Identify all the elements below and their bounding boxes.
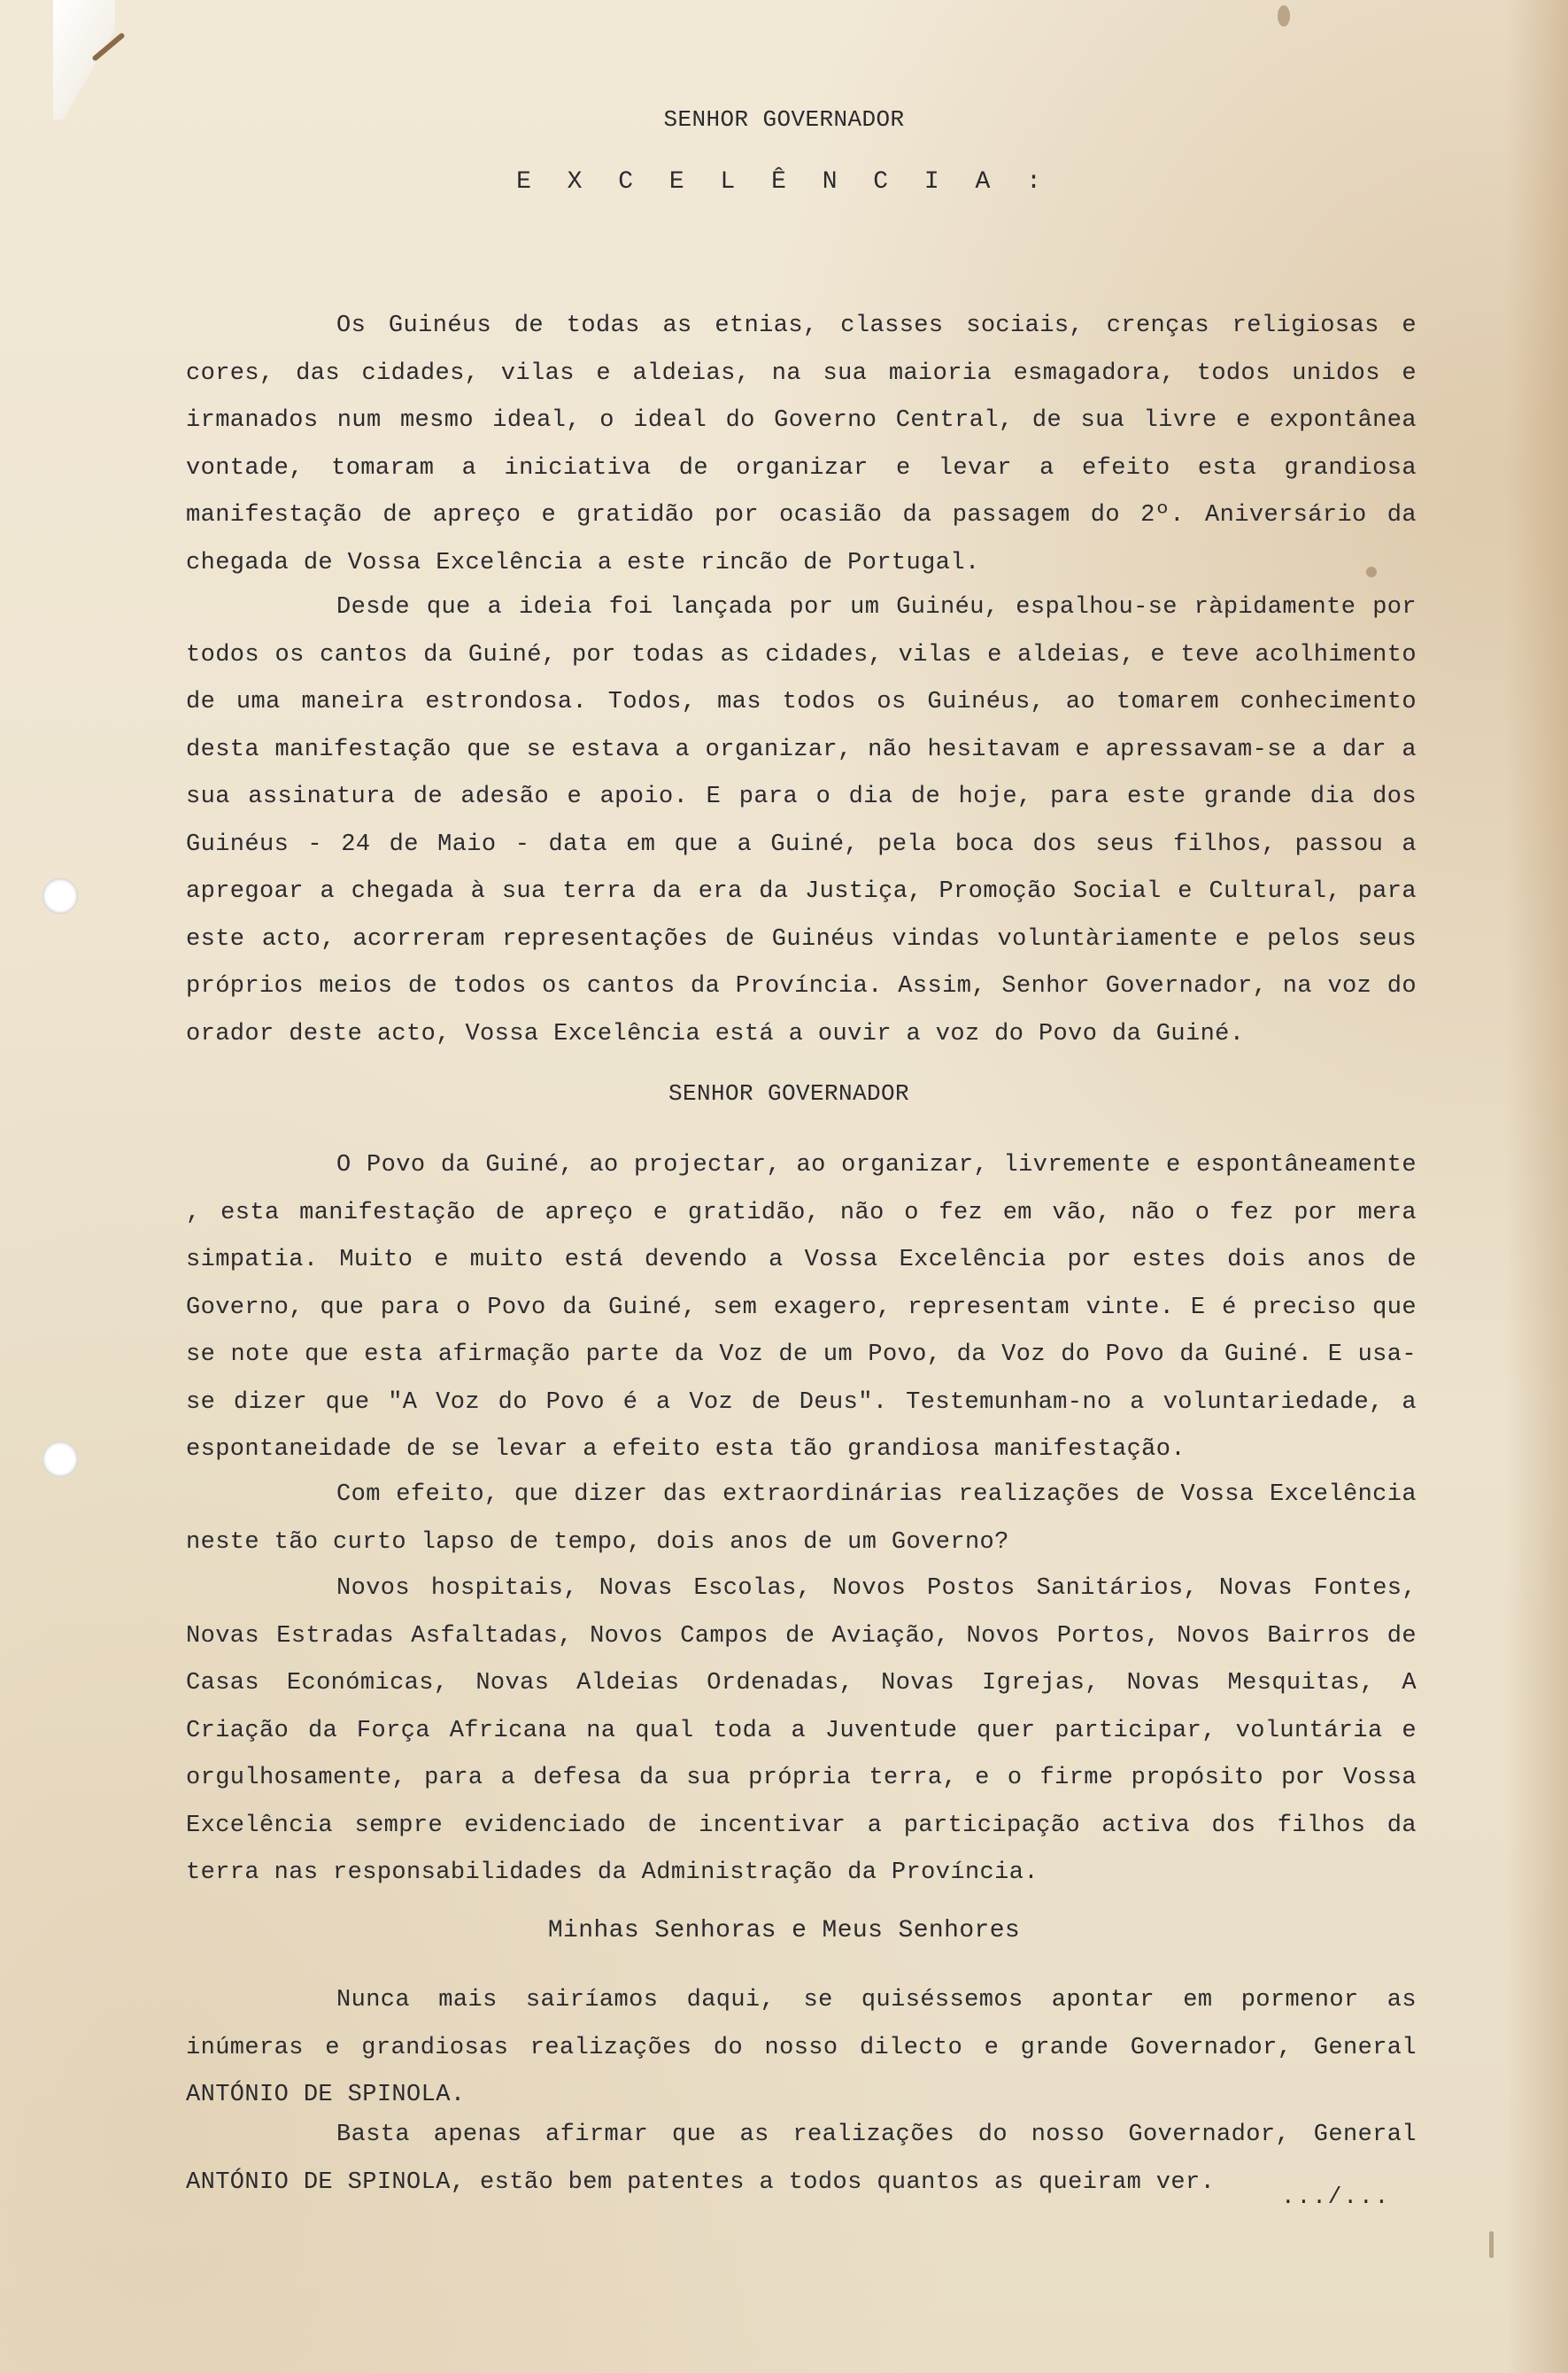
stain-spot xyxy=(1278,5,1290,27)
heading-minhas-senhoras: Minhas Senhoras e Meus Senhores xyxy=(547,1917,1021,1944)
paragraph-idea: Desde que a ideia foi lançada por um Guinéu, espalhou-se ràpidamente por todos os cantos da Guiné, por todas as cidades, vilas e aldeias, e teve acolhimento de uma maneira estrondosa. Todos, mas todos os Guinéus, ao tomarem conhecimento desta manifestação que se estava a organizar, não hesitavam e apressavam-se a dar a sua assinatura de adesão e apoio. E para o dia de hoje, para este grande dia dos Guinéus - 24 de Maio - data em que a Guiné, pela boca dos seus filhos, passou a apregoar a chegada à sua terra da era da Justiça, Promoção Social e Cultural, para este acto, acorreram representações de Guinéus vindas voluntàriamente e pelos seus próprios meios de todos os cantos da Província. Assim, Senhor Governador, na voz do orador deste acto, Vossa Excelência está a ouvir a voz do Povo da Guiné. xyxy=(186,594,1417,1047)
paragraph-povo: O Povo da Guiné, ao projectar, ao organizar, livremente e espontâneamente , esta manifestação de apreço e gratidão, não o fez em vão, não o fez por mera simpatia. Muito e muito está devendo a Vossa Excelência por estes dois anos de Governo, que para o Povo da Guiné, sem exagero, representam vinte. E é preciso que se note que esta afirmação parte da Voz de um Povo, da Voz do Povo da Guiné. E usa-se dizer que "A Voz do Povo é a Voz de Deus". Testemunham-no a voluntariedade, a espontaneidade de se levar a efeito esta tão grandiosa manifestação. xyxy=(186,1152,1417,1463)
paragraph-realizacoes: Novos hospitais, Novas Escolas, Novos Postos Sanitários, Novas Fontes, Novas Estradas Asfaltadas, Novos Campos de Aviação, Novos Portos, Novos Bairros de Casas Económicas, Novas Aldeias Ordenadas, Novas Igrejas, Novas Mesquitas, A Criação da Força Africana na qual toda a Juventude quer participar, voluntária e orgulhosamente, para a defesa da sua própria terra, e o firme propósito por Vossa Excelência sempre evidenciado de incentivar a participação activa dos filhos da terra nas responsabilidades da Administração da Província. xyxy=(186,1575,1417,1886)
heading-senhor-governador: SENHOR GOVERNADOR xyxy=(663,106,905,133)
paragraph-nunca-mais: Nunca mais sairíamos daqui, se quiséssemos apontar em pormenor as inúmeras e grandiosas realizações do nosso dilecto e grande Governador, General ANTÓNIO DE SPINOLA. xyxy=(186,1987,1417,2108)
paragraph-intro: Os Guinéus de todas as etnias, classes sociais, crenças religiosas e cores, das cidades, vilas e aldeias, na sua maioria esmagadora, todos unidos e irmanados num mesmo ideal, o ideal do Governo Central, de sua livre e expontânea vontade, tomaram a iniciativa de organizar e levar a efeito esta grandiosa manifestação de apreço e gratidão por ocasião da passagem do 2º. Aniversário da chegada de Vossa Excelência a este rincão de Portugal. xyxy=(186,313,1417,576)
heading-senhor-governador-2: SENHOR GOVERNADOR xyxy=(668,1080,910,1107)
paragraph-basta: Basta apenas afirmar que as realizações do nosso Governador, General ANTÓNIO DE SPINOLA, estão bem patentes a todos quantos as queiram ver. xyxy=(186,2122,1417,2196)
heading-excelencia: E X C E L Ê N C I A : xyxy=(516,168,1052,196)
stain-spot xyxy=(1489,2231,1494,2258)
paragraph-efeito: Com efeito, que dizer das extraordinárias realizações de Vossa Excelência neste tão curto lapso de tempo, dois anos de um Governo? xyxy=(186,1481,1417,1556)
punch-hole-bottom xyxy=(42,1442,78,1477)
folded-corner xyxy=(53,0,115,120)
punch-hole-top xyxy=(42,878,78,914)
continuation-mark: .../... xyxy=(1281,2184,1391,2210)
stained-edge xyxy=(1506,0,1568,2373)
